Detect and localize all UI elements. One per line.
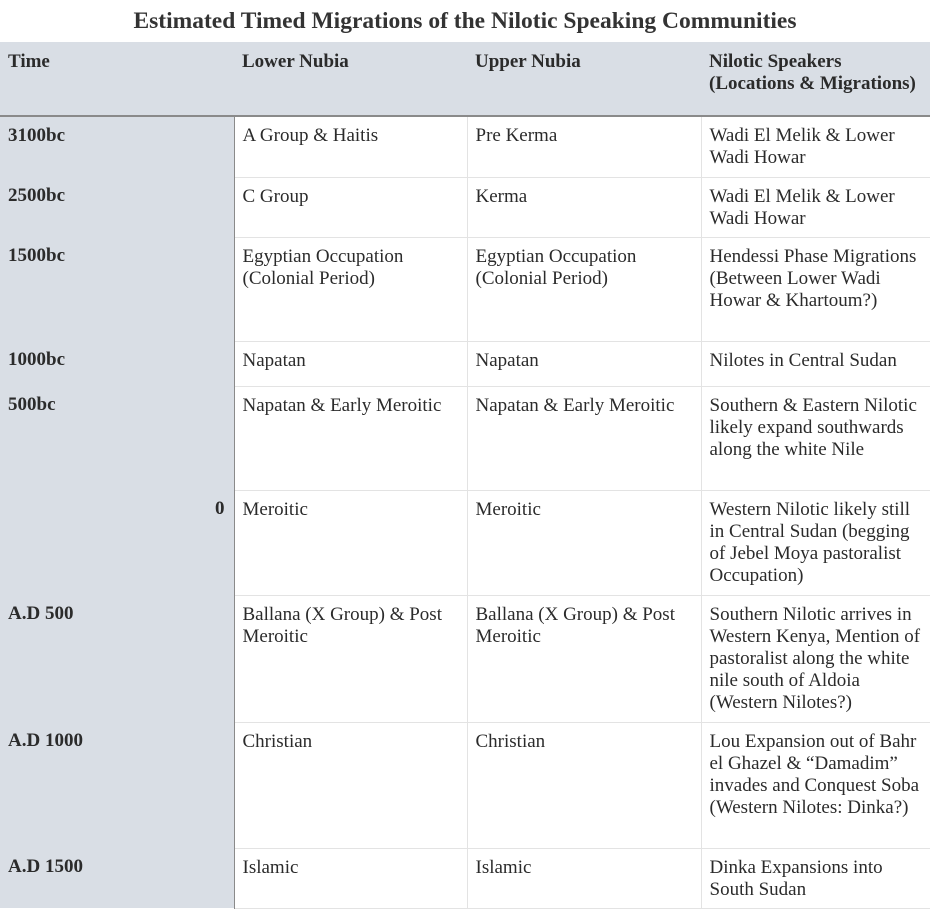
time-cell: 2500bc [0,177,234,237]
upper-nubia-cell: Meroitic [467,490,701,595]
time-cell: 3100bc [0,116,234,177]
upper-nubia-cell: Islamic [467,848,701,908]
nilotic-cell: Nilotes in Central Sudan [701,341,930,386]
upper-nubia-cell: Napatan & Early Meroitic [467,386,701,490]
table-row [0,341,930,386]
time-cell: 1000bc [0,341,234,386]
lower-nubia-cell: Napatan [234,341,467,386]
migrations-table [0,42,930,909]
header-time: Time [0,42,234,116]
upper-nubia-cell: Ballana (X Group) & Post Meroitic [467,595,701,722]
header-row [0,42,930,116]
nilotic-cell: Lou Expansion out of Bahr el Ghazel & “Damadim” invades and Conquest Soba (Western Nilotes: Dinka?) [701,722,930,848]
time-cell: A.D 500 [0,595,234,722]
header-nilotic-speakers: Nilotic Speakers (Locations & Migrations) [701,42,930,116]
table-row [0,116,930,177]
nilotic-cell: Dinka Expansions into South Sudan [701,848,930,908]
upper-nubia-cell: Kerma [467,177,701,237]
lower-nubia-cell: A Group & Haitis [234,116,467,177]
lower-nubia-cell: Napatan & Early Meroitic [234,386,467,490]
lower-nubia-cell: Egyptian Occupation (Colonial Period) [234,237,467,341]
table-row [0,237,930,341]
time-cell: 0 [0,490,234,595]
nilotic-cell: Hendessi Phase Migrations (Between Lower Wadi Howar & Khartoum?) [701,237,930,341]
nilotic-cell: Western Nilotic likely still in Central Sudan (begging of Jebel Moya pastoralist Occupation) [701,490,930,595]
lower-nubia-cell: Meroitic [234,490,467,595]
time-cell: A.D 1500 [0,848,234,908]
table-row [0,848,930,908]
upper-nubia-cell: Napatan [467,341,701,386]
lower-nubia-cell: Christian [234,722,467,848]
table-row [0,722,930,848]
time-cell: 500bc [0,386,234,490]
table-row [0,595,930,722]
header-upper-nubia: Upper Nubia [467,42,701,116]
table-row [0,177,930,237]
table-row [0,386,930,490]
nilotic-cell: Southern & Eastern Nilotic likely expand southwards along the white Nile [701,386,930,490]
time-cell: 1500bc [0,237,234,341]
upper-nubia-cell: Egyptian Occupation (Colonial Period) [467,237,701,341]
nilotic-cell: Wadi El Melik & Lower Wadi Howar [701,116,930,177]
lower-nubia-cell: Ballana (X Group) & Post Meroitic [234,595,467,722]
time-cell: A.D 1000 [0,722,234,848]
lower-nubia-cell: Islamic [234,848,467,908]
header-lower-nubia: Lower Nubia [234,42,467,116]
nilotic-cell: Wadi El Melik & Lower Wadi Howar [701,177,930,237]
lower-nubia-cell: C Group [234,177,467,237]
nilotic-cell: Southern Nilotic arrives in Western Kenya, Mention of pastoralist along the white nile south of Aldoia (Western Nilotes?) [701,595,930,722]
upper-nubia-cell: Pre Kerma [467,116,701,177]
table-title: Estimated Timed Migrations of the Nilotic Speaking Communities [133,8,797,34]
upper-nubia-cell: Christian [467,722,701,848]
table-row [0,490,930,595]
